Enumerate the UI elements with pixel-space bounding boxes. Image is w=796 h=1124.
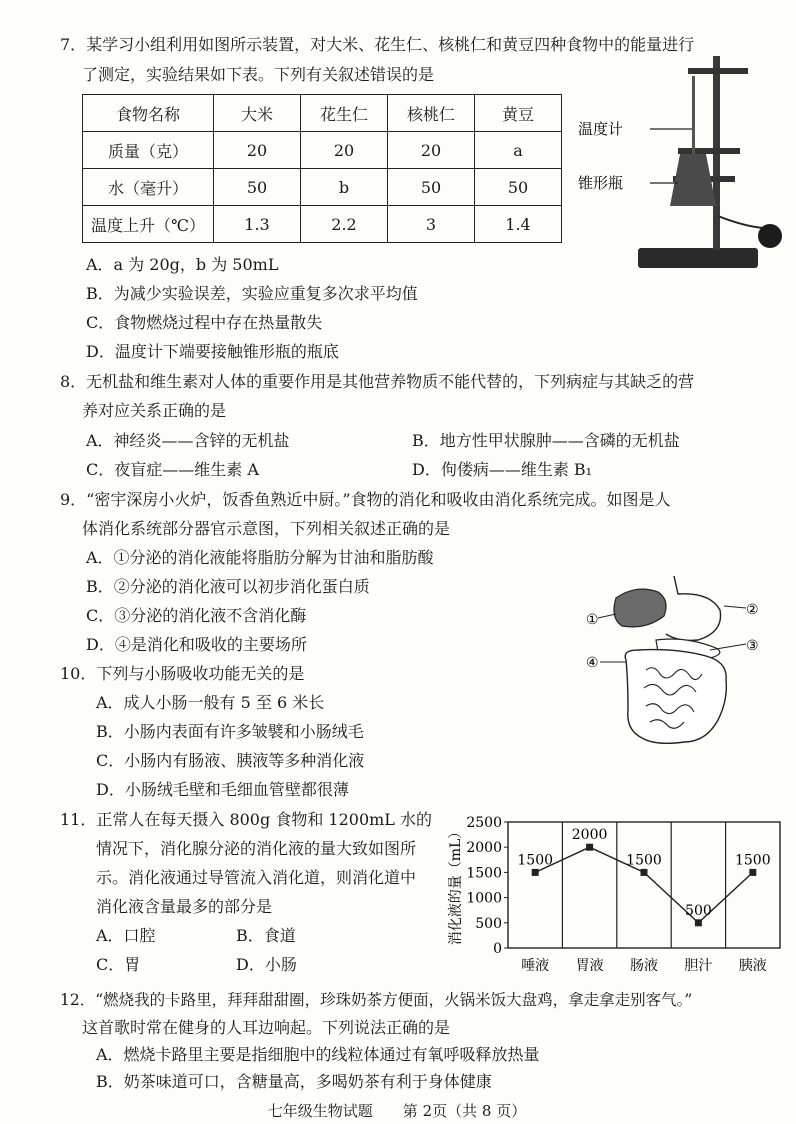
label-3: ③ [746, 638, 759, 654]
data-point [641, 869, 648, 876]
q11-stem-line2: 情况下，消化腺分泌的消化液的量大致如图所 [96, 839, 417, 858]
flask-label: 锥形瓶 [578, 174, 624, 192]
table-cell: 核桃仁 [388, 95, 475, 132]
table-header-row [83, 95, 562, 132]
q7-option-d[interactable]: D．温度计下端要接触锥形瓶的瓶底 [86, 342, 339, 361]
table-cell: 3 [388, 206, 475, 243]
q11-option-b[interactable]: B．食道 [236, 926, 296, 945]
table-cell: 2.2 [301, 206, 388, 243]
q8-stem-line2: 养对应关系正确的是 [82, 401, 227, 420]
table-row [83, 169, 562, 206]
q8-option-d[interactable]: D．佝偻病——维生素 B₁ [412, 460, 593, 479]
digestive-drawing [586, 570, 796, 760]
q7-stem-line1: 7．某学习小组利用如图所示装置，对大米、花生仁、核桃仁和黄豆四种食物中的能量进行 [60, 35, 695, 54]
table-cell: 20 [388, 132, 475, 169]
q9-option-b[interactable]: B．②分泌的消化液可以初步消化蛋白质 [86, 577, 370, 596]
table-cell: b [301, 169, 388, 206]
q8-option-c[interactable]: C．夜盲症——维生素 A [86, 460, 259, 479]
x-tick-label: 胃液 [575, 958, 604, 974]
y-tick-label: 1000 [466, 890, 502, 907]
table-cell: 温度上升（℃） [83, 206, 214, 243]
data-point [749, 869, 756, 876]
apparatus-drawing [578, 56, 788, 276]
page-footer: 七年级生物试题 第 2页（共 8 页） [267, 1102, 527, 1120]
y-tick-label: 2500 [466, 815, 502, 831]
q9-stem-line1: 9．“密宇深房小火炉，饭香鱼熟近中厨。”食物的消化和吸收由消化系统完成。如图是人 [60, 490, 671, 509]
q7-option-c[interactable]: C．食物燃烧过程中存在热量散失 [86, 313, 323, 332]
label-1: ① [586, 612, 599, 628]
q11-stem-line4: 消化液含量最多的部分是 [96, 897, 273, 916]
x-tick-label: 唾液 [521, 958, 550, 974]
x-tick-label: 肠液 [630, 958, 658, 974]
label-4: ④ [586, 655, 599, 671]
data-point [695, 919, 702, 926]
y-tick-label: 1500 [466, 865, 502, 882]
digestive-system-figure [586, 570, 796, 760]
q10-option-d[interactable]: D．小肠绒毛壁和毛细血管壁都很薄 [96, 780, 349, 799]
q11-option-c[interactable]: C．胃 [96, 955, 141, 974]
q11-stem-line1: 11．正常人在每天摄入 800g 食物和 1200mL 水的 [60, 810, 433, 829]
data-label: 1500 [517, 852, 554, 869]
digestive-juice-chart [450, 812, 790, 980]
table-cell: 1.3 [214, 206, 301, 243]
table-cell: 1.4 [475, 206, 562, 243]
table-cell: a [475, 132, 562, 169]
y-axis-label: 消化液的量（mL） [448, 824, 464, 946]
data-point [586, 844, 593, 851]
q8-option-a[interactable]: A．神经炎——含锌的无机盐 [86, 431, 290, 450]
table-cell: 20 [214, 132, 301, 169]
data-label: 1500 [626, 852, 662, 869]
q9-option-c[interactable]: C．③分泌的消化液不含消化酶 [86, 606, 307, 625]
table-cell: 花生仁 [301, 95, 388, 132]
chart-svg [450, 812, 790, 980]
thermometer-label: 温度计 [578, 120, 624, 138]
data-label: 1500 [734, 852, 771, 869]
data-label: 500 [685, 902, 712, 919]
table-cell: 50 [214, 169, 301, 206]
x-tick-label: 胆汁 [684, 958, 713, 974]
table-row [83, 206, 562, 243]
q7-option-b[interactable]: B．为减少实验误差，实验应重复多次求平均值 [86, 284, 418, 303]
q11-stem-line3: 示。消化液通过导管流入消化道，则消化道中 [96, 868, 417, 887]
q12-option-b[interactable]: B．奶茶味道可口，含糖量高，多喝奶茶有利于身体健康 [96, 1072, 492, 1091]
q11-option-d[interactable]: D．小肠 [236, 955, 297, 974]
q9-option-a[interactable]: A．①分泌的消化液能将脂肪分解为甘油和脂肪酸 [86, 548, 434, 567]
q7-option-a[interactable]: A．a 为 20g，b 为 50mL [86, 255, 279, 274]
q7-data-table [82, 94, 562, 243]
data-label: 2000 [571, 827, 608, 844]
y-tick-label: 0 [493, 941, 502, 957]
table-row [83, 132, 562, 169]
q8-stem-line1: 8．无机盐和维生素对人体的重要作用是其他营养物质不能代替的，下列病症与其缺乏的营 [60, 372, 695, 391]
table-cell: 质量（克） [83, 132, 214, 169]
q12-option-a[interactable]: A．燃烧卡路里主要是指细胞中的线粒体通过有氧呼吸释放热量 [96, 1045, 540, 1064]
table-cell: 黄豆 [475, 95, 562, 132]
label-2: ② [746, 602, 759, 618]
table-cell: 50 [388, 169, 475, 206]
y-tick-label: 500 [475, 915, 502, 932]
q12-stem-line2: 这首歌时常在健身的人耳边响起。下列说法正确的是 [82, 1018, 451, 1037]
table-cell: 50 [475, 169, 562, 206]
table-cell: 食物名称 [83, 95, 214, 132]
table-cell: 大米 [214, 95, 301, 132]
q9-option-d[interactable]: D．④是消化和吸收的主要场所 [86, 635, 307, 654]
table-cell: 20 [301, 132, 388, 169]
q9-stem-line2: 体消化系统部分器官示意图，下列相关叙述正确的是 [82, 519, 451, 538]
q10-stem: 10．下列与小肠吸收功能无关的是 [60, 664, 305, 683]
q10-option-b[interactable]: B．小肠内表面有许多皱襞和小肠绒毛 [96, 722, 364, 741]
q7-stem-line2: 了测定，实验结果如下表。下列有关叙述错误的是 [82, 65, 435, 84]
q10-option-a[interactable]: A．成人小肠一般有 5 至 6 米长 [96, 693, 325, 712]
x-tick-label: 胰液 [738, 958, 767, 974]
calorimeter-apparatus-figure [578, 56, 788, 276]
y-tick-label: 2000 [466, 840, 502, 857]
data-point [532, 869, 539, 876]
q10-option-c[interactable]: C．小肠内有肠液、胰液等多种消化液 [96, 751, 365, 770]
q11-option-a[interactable]: A．口腔 [96, 926, 156, 945]
q12-stem-line1: 12．“燃烧我的卡路里，拜拜甜甜圈，珍珠奶茶方便面，火锅米饭大盘鸡，拿走拿走别客气。” [60, 991, 693, 1009]
q8-option-b[interactable]: B．地方性甲状腺肿——含磷的无机盐 [412, 431, 680, 450]
table-cell: 水（毫升） [83, 169, 214, 206]
